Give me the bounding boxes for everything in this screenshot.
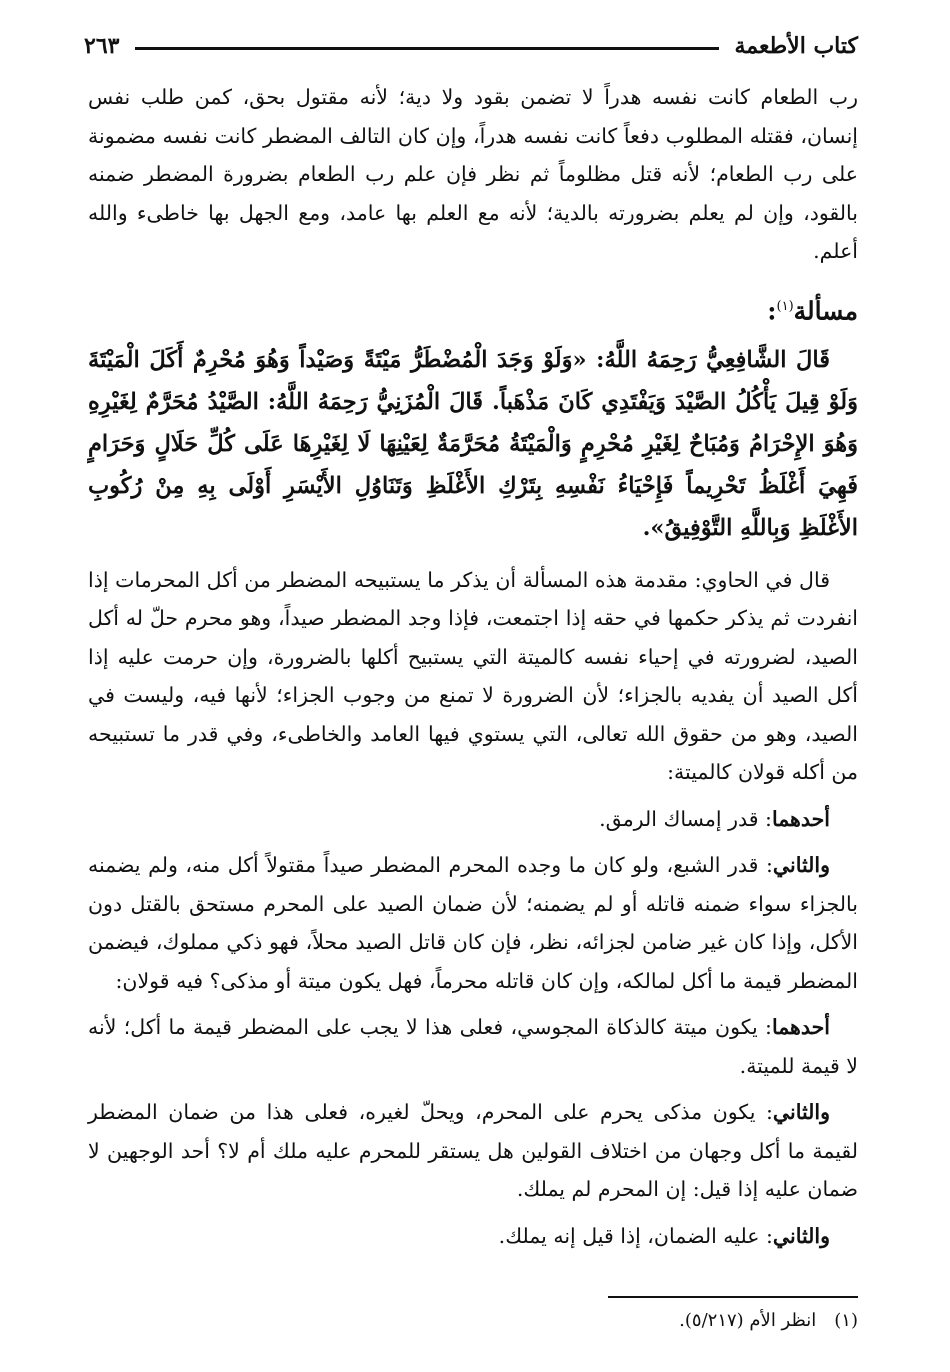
paragraph-lead: والثاني xyxy=(772,1100,830,1125)
footnote-reference: (١) xyxy=(776,298,794,314)
paragraph xyxy=(88,846,858,1000)
section-title xyxy=(88,287,858,331)
paragraph-lead: والثاني xyxy=(772,1223,830,1248)
paragraph-text: : قدر الشبع، ولو كان ما وجده المحرم المضطر صيداً مقتولاً أكل منه، ولم يضمنه بالجزاء سواء ضمنه قاتله أو لم يضمنه؛ لأن ضمان الصيد على المحرم مستحق بالقتل دون الأكل، وإذا كان غير ضامن لجزائه، نظر، فإن كان قاتل الصيد محلاً، فهو ذكي مملوك، فيضمن المضطر قيمة ما أكل لمالكه، وإن كان قاتله محرماً، فهل يكون ميتة أو مذكى؟ فيه قولان: xyxy=(88,853,858,993)
paragraph-text: : يكون مذكى يحرم على المحرم، ويحلّ لغيره، فعلى هذا من ضمان المضطر لقيمة ما أكل وجهان من اختلاف القولين هل يستقر للمحرم عليه ملك أم لا؟ أحد الوجهين لا ضمان عليه إذا قيل: إن المحرم لم يملك. xyxy=(88,1100,858,1202)
paragraph-lead: أحدهما xyxy=(771,806,830,831)
paragraph-text: : قدر إمساك الرمق. xyxy=(599,806,772,831)
section-title-colon: : xyxy=(767,295,777,325)
paragraph: قال في الحاوي: مقدمة هذه المسألة أن يذكر ما يستبيحه المضطر من أكل المحرمات إذا انفردت ثم يذكر حكمها في حقه إذا اجتمعت، فإذا وجد المضطر صيداً، وهو محرم حلّ له أكل الصيد، لضرورته في إحياء نفسه كالميتة التي يستبيح أكلها بالضرورة، وإن حرمت عليه إذا أكل الصيد أن يفديه بالجزاء؛ لأن الضرورة لا تمنع من وجوب الجزاء؛ لأنها فيه، وليست في الصيد، وهو من حقوق الله تعالى، التي يستوي فيها العامد والخاطىء، وفي قدر ما تستبيحه من أكله قولان كالميتة: xyxy=(88,567,858,785)
body-text xyxy=(88,78,858,1255)
paragraph-text: : عليه الضمان، إذا قيل إنه يملك. xyxy=(498,1223,773,1248)
paragraph: رب الطعام كانت نفسه هدراً لا تضمن بقود ولا دية؛ لأنه مقتول بحق، كمن طلب نفس إنسان، فقتله المطلوب دفعاً كانت نفسه هدراً، وإن كان التالف المضطر كانت نفسه مضمونة على رب الطعام؛ لأنه قتل مظلوماً ثم نظر فإن علم رب الطعام بضرورة المضطر ضمنه بالقود، وإن لم يعلم بضرورته بالدية؛ لأنه مع العلم بها عامد، ومع الجهل بها خاطىء والله أعلم. xyxy=(88,85,858,263)
book-title: كتاب الأطعمة xyxy=(734,33,858,59)
footnote-text: انظر الأم (٥/٢١٧). xyxy=(679,1310,817,1331)
paragraph xyxy=(88,1008,858,1085)
header-rule xyxy=(135,47,718,50)
footnote-marker: (١) xyxy=(834,1310,858,1331)
page-number: ٢٦٣ xyxy=(84,33,120,59)
running-header xyxy=(84,28,858,64)
paragraph xyxy=(88,1093,858,1209)
paragraph-lead: أحدهما xyxy=(771,1015,830,1040)
section-title-text: مسألة xyxy=(793,295,858,325)
paragraph-text: : يكون ميتة كالذكاة المجوسي، فعلى هذا لا يجب على المضطر قيمة ما أكل؛ لأنه لا قيمة للميتة. xyxy=(88,1015,858,1078)
paragraph xyxy=(88,800,858,839)
quoted-text: قَالَ الشَّافِعِيُّ رَحِمَهُ اللَّهُ: «وَلَوْ وَجَدَ الْمُضْطَرُّ مَيْتَةً وَصَيْداً وَهُوَ مُحْرِمٌ أَكَلَ الْمَيْتَةَ وَلَوْ قِيلَ يَأْكُلُ الصَّيْدَ وَيَفْتَدِي كَانَ مَذْهَباً. قَالَ الْمُزَنِيُّ رَحِمَهُ اللَّهُ: الصَّيْدُ مُحَرَّمٌ لِغَيْرِهِ وَهُوَ الإِحْرَامُ وَمُبَاحٌ لِغَيْرِ مُحْرِمٍ وَالْمَيْتَةُ مُحَرَّمَةٌ لِعَيْنِهَا لَا لِغَيْرِهَا عَلَى كُلِّ حَلَالٍ وَحَرَامٍ فَهِيَ أَغْلَظُ تَحْرِيماً فَإِحْيَاءُ نَفْسِهِ بِتَرْكِ الأَغْلَظِ وَتَنَاوُلِ الأَيْسَرِ أَوْلَى بِهِ مِنْ رُكُوبِ الأَغْلَظِ وَبِاللَّهِ التَّوْفِيقُ». xyxy=(88,346,858,541)
footnote-rule xyxy=(608,1296,858,1298)
footnote xyxy=(88,1310,858,1331)
paragraph xyxy=(88,1217,858,1256)
paragraph-lead: والثاني xyxy=(772,853,830,878)
